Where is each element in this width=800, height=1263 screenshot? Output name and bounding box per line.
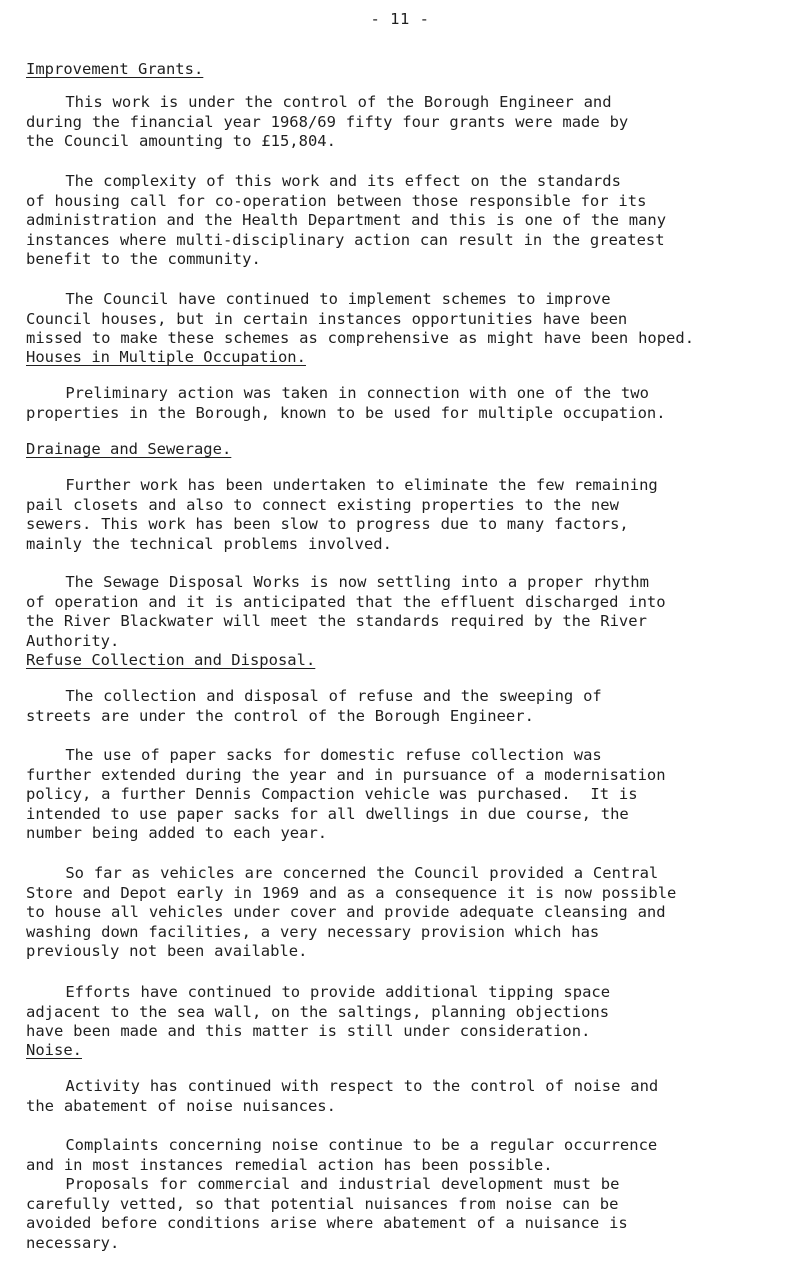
text-line: administration and the Health Department and this is one of the many [26,211,667,229]
text-line: Authority. [26,631,120,650]
text-line: and in most instances remedial action has been possible. [26,1155,553,1174]
paragraph [26,864,796,962]
text-line: during the financial year 1968/69 fifty four grants were made by [26,112,629,131]
text-line: of housing call for co-operation between those responsible for its [26,191,647,210]
text-line: washing down facilities, a very necessary provision which has [26,922,600,941]
text-line: The use of paper sacks for domestic refuse collection was [26,746,602,764]
text-line: Further work has been undertaken to eliminate the few remaining [26,476,658,494]
paragraph [26,1175,796,1253]
text-line: mainly the technical problems involved. [26,534,392,553]
text-line: benefit to the community. [26,250,261,268]
text-line: necessary. [26,1233,120,1252]
text-line: The Council have continued to implement schemes to improve [26,290,611,308]
text-line: the River Blackwater will meet the standards required by the River [26,612,647,630]
text-line: So far as vehicles are concerned the Council provided a Central [26,864,659,882]
text-line: properties in the Borough, known to be used for multiple occupation. [26,403,666,422]
text-line: streets are under the control of the Borough Engineer. [26,706,534,725]
text-line: The collection and disposal of refuse and the sweeping of [26,687,602,705]
paragraph [26,983,796,1042]
text-line: The Sewage Disposal Works is now settling into a proper rhythm [26,573,649,591]
text-line: This work is under the control of the Borough Engineer and [26,93,612,111]
text-line: instances where multi-disciplinary action can result in the greatest [26,230,665,249]
text-line: sewers. This work has been slow to progress due to many factors, [26,515,629,533]
paragraph [26,573,796,651]
paragraph [26,384,796,423]
text-line: further extended during the year and in pursuance of a modernisation [26,765,666,784]
text-line: policy, a further Dennis Compaction vehicle was purchased. It is [26,785,638,803]
text-line: Efforts have continued to provide additional tipping space [26,983,611,1001]
text-line: Store and Depot early in 1969 and as a consequence it is now possible [26,883,677,902]
text-line: missed to make these schemes as comprehensive as might have been hoped. [26,329,695,347]
text-line: have been made and this matter is still under consideration. [26,1022,591,1040]
text-line: Council houses, but in certain instances opportunities have been [26,309,628,328]
heading-noise: Noise. [26,1041,82,1059]
text-line: Preliminary action was taken in connection with one of the two [26,384,649,402]
page-number: - 11 - [370,10,430,28]
heading-houses-in-multiple-occupation: Houses in Multiple Occupation. [26,348,306,366]
text-line: Complaints concerning noise continue to be a regular occurrence [26,1136,658,1154]
paragraph [26,746,796,844]
paragraph [26,476,796,554]
heading-improvement-grants: Improvement Grants. [26,60,204,78]
paragraph [26,1136,796,1175]
text-line: Proposals for commercial and industrial development must be [26,1175,620,1193]
text-line: Activity has continued with respect to the control of noise and [26,1077,659,1095]
text-line: pail closets and also to connect existing properties to the new [26,495,619,514]
text-line: carefully vetted, so that potential nuisances from noise can be [26,1194,619,1213]
text-line: the abatement of noise nuisances. [26,1096,336,1115]
text-line: the Council amounting to £15,804. [26,132,336,150]
text-line: to house all vehicles under cover and provide adequate cleansing and [26,903,666,921]
text-line: The complexity of this work and its effect on the standards [26,172,621,190]
paragraph [26,290,796,349]
heading-drainage-and-sewerage: Drainage and Sewerage. [26,440,232,458]
text-line: of operation and it is anticipated that the effluent discharged into [26,592,666,611]
paragraph [26,687,796,726]
text-line: number being added to each year. [26,824,328,842]
text-line: intended to use paper sacks for all dwellings in due course, the [26,804,629,823]
paragraph [26,1077,796,1116]
text-line: adjacent to the sea wall, on the saltings, planning objections [26,1002,610,1021]
heading-refuse-collection-and-disposal: Refuse Collection and Disposal. [26,651,316,669]
text-line: previously not been available. [26,942,308,960]
paragraph [26,93,796,152]
text-line: avoided before conditions arise where abatement of a nuisance is [26,1214,628,1232]
paragraph [26,172,796,270]
